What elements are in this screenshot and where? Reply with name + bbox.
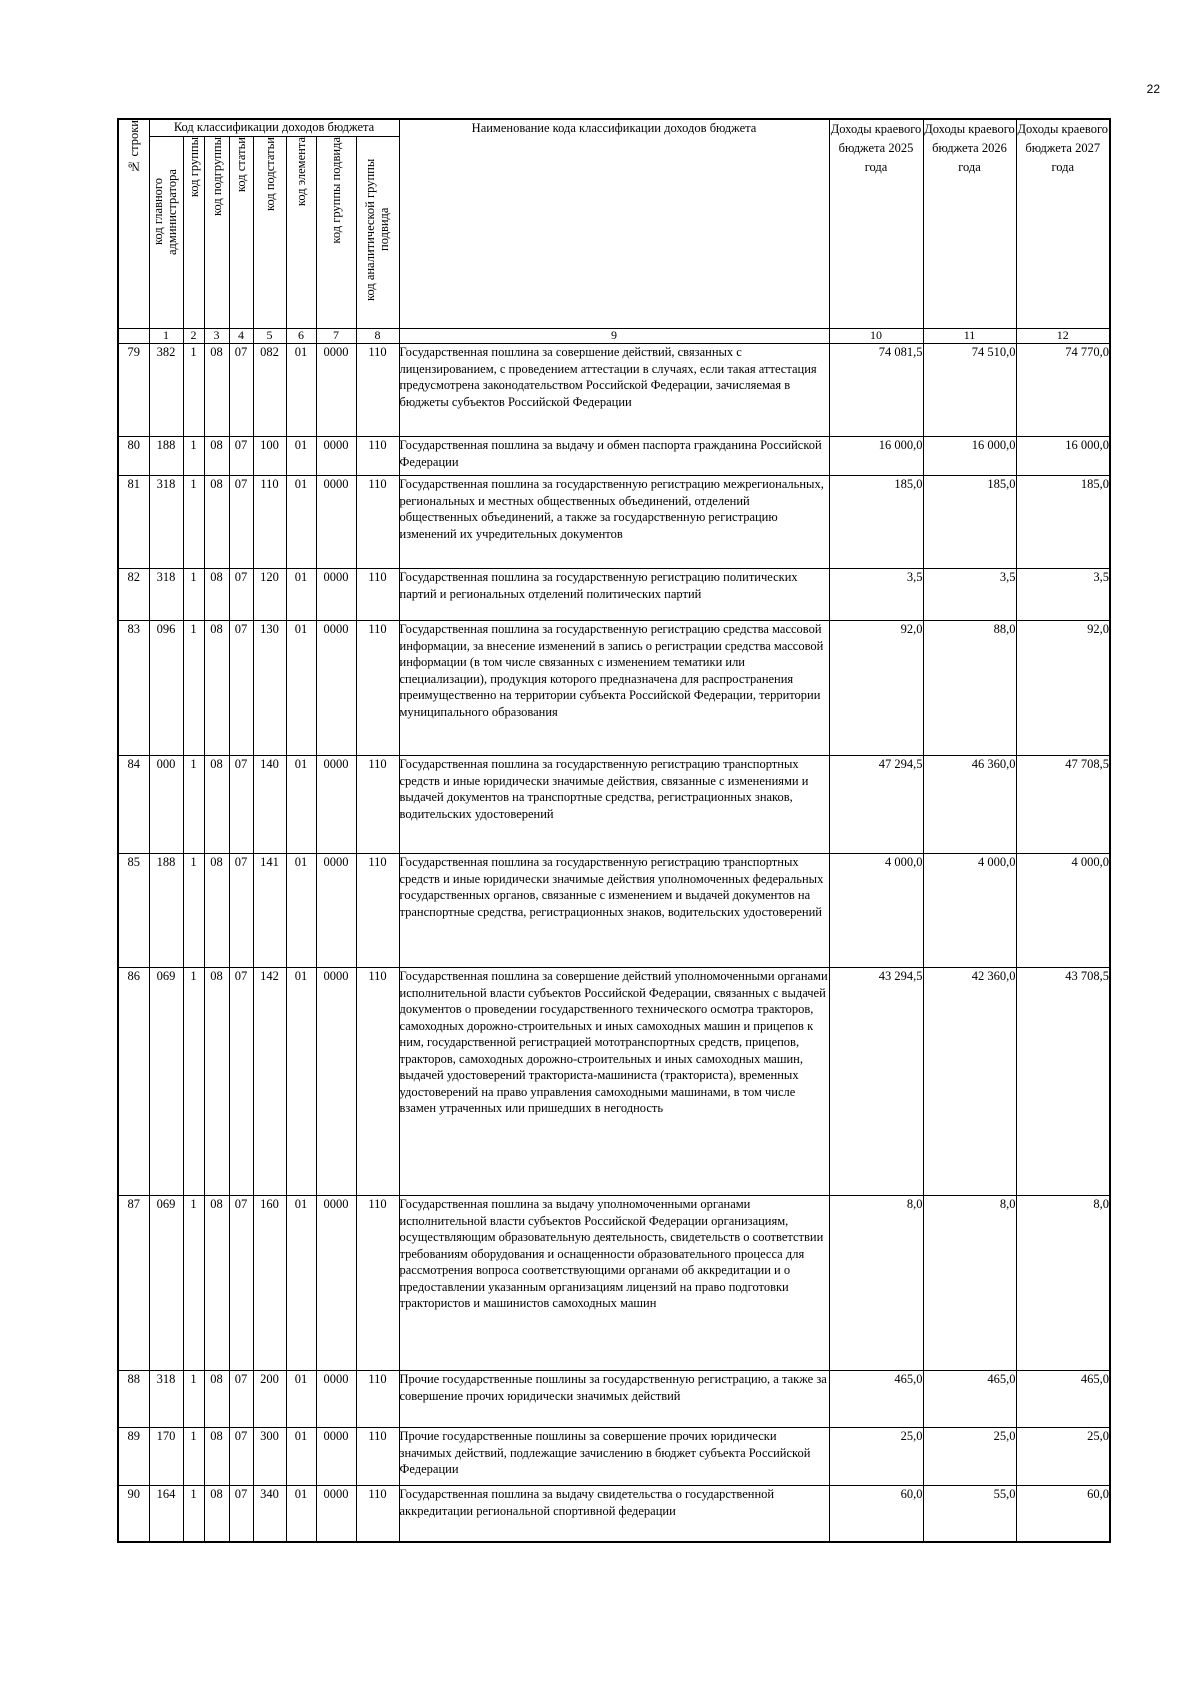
- column-number-row: [118, 329, 1110, 344]
- subarticle-code: 340: [253, 1486, 286, 1543]
- header-element-code-label: код элемента: [294, 137, 308, 207]
- subarticle-code: 200: [253, 1371, 286, 1428]
- revenue-2027: 185,0: [1016, 476, 1110, 569]
- analytic-group-code: 110: [356, 621, 399, 756]
- header-analytic-group-code: [356, 137, 399, 329]
- subtype-group-code: 0000: [316, 1486, 356, 1543]
- revenue-name: Государственная пошлина за совершение действий уполномоченными органами исполнительной власти субъектов Российской Федерации, связанных с выдачей документов о проведении государственного технического осмотра тракторов, самоходных дорожно-строительных и иных самоходных машин и прицепов к ним, государственной регистрацией мототранспортных средств, прицепов, тракторов, самоходных дорожно-строительных и иных самоходных машин, выдачей удостоверений тракториста-машиниста (тракториста), временных удостоверений на право управления самоходными машинами, в том числе взамен утраченных или пришедших в негодность: [399, 968, 829, 1196]
- table-row: [118, 756, 1110, 854]
- element-code: 01: [286, 756, 316, 854]
- subtype-group-code: 0000: [316, 621, 356, 756]
- article-code: 07: [229, 621, 253, 756]
- admin-code: 318: [149, 569, 183, 621]
- admin-code: 069: [149, 1196, 183, 1371]
- subgroup-code: 08: [204, 621, 229, 756]
- analytic-group-code: 110: [356, 1428, 399, 1486]
- row-number: 85: [118, 854, 149, 968]
- article-code: 07: [229, 344, 253, 437]
- header-group-code: [183, 137, 204, 329]
- header-row-number: [118, 119, 149, 329]
- article-code: 07: [229, 1486, 253, 1543]
- table-row: [118, 476, 1110, 569]
- revenue-2027: 74 770,0: [1016, 344, 1110, 437]
- header-classification-group: Код классификации доходов бюджета: [149, 119, 399, 137]
- revenue-2025: 465,0: [829, 1371, 923, 1428]
- revenue-2027: 60,0: [1016, 1486, 1110, 1543]
- revenue-name: Государственная пошлина за государственную регистрацию транспортных средств и иные юридически значимые действия, связанные с изменениями и выдачей документов на транспортные средства, регистрационных знаков, водительских удостоверений: [399, 756, 829, 854]
- article-code: 07: [229, 968, 253, 1196]
- analytic-group-code: 110: [356, 968, 399, 1196]
- column-number: 12: [1016, 329, 1110, 344]
- analytic-group-code: 110: [356, 437, 399, 476]
- article-code: 07: [229, 1196, 253, 1371]
- admin-code: 096: [149, 621, 183, 756]
- subgroup-code: 08: [204, 1196, 229, 1371]
- element-code: 01: [286, 1196, 316, 1371]
- article-code: 07: [229, 569, 253, 621]
- element-code: 01: [286, 1428, 316, 1486]
- header-article-code: [229, 137, 253, 329]
- revenue-name: Государственная пошлина за государственную регистрацию межрегиональных, региональных и местных общественных объединений, отделений общественных объединений, а также за государственную регистрацию изменений их учредительных документов: [399, 476, 829, 569]
- analytic-group-code: 110: [356, 1371, 399, 1428]
- revenue-name: Государственная пошлина за совершение действий, связанных с лицензированием, с проведением аттестации в случаях, если такая аттестация предусмотрена законодательством Российской Федерации, зачисляемая в бюджеты субъектов Российской Федерации: [399, 344, 829, 437]
- page-number: 22: [1146, 82, 1160, 96]
- group-code: 1: [183, 854, 204, 968]
- column-number: 7: [316, 329, 356, 344]
- header-revenue-2025: Доходы краевого бюджета 2025 года: [829, 119, 923, 329]
- subarticle-code: 142: [253, 968, 286, 1196]
- revenue-2025: 16 000,0: [829, 437, 923, 476]
- column-number: [118, 329, 149, 344]
- row-number: 86: [118, 968, 149, 1196]
- group-code: 1: [183, 621, 204, 756]
- revenue-2026: 465,0: [923, 1371, 1016, 1428]
- element-code: 01: [286, 437, 316, 476]
- subgroup-code: 08: [204, 1428, 229, 1486]
- table-header: [118, 119, 1110, 344]
- row-number: 82: [118, 569, 149, 621]
- header-admin-code-label: код главного администратора: [151, 169, 179, 255]
- subtype-group-code: 0000: [316, 1428, 356, 1486]
- revenue-2025: 25,0: [829, 1428, 923, 1486]
- column-number: 9: [399, 329, 829, 344]
- subtype-group-code: 0000: [316, 569, 356, 621]
- subgroup-code: 08: [204, 854, 229, 968]
- row-number: 89: [118, 1428, 149, 1486]
- admin-code: 318: [149, 476, 183, 569]
- group-code: 1: [183, 1196, 204, 1371]
- article-code: 07: [229, 476, 253, 569]
- header-admin-code: [149, 137, 183, 329]
- admin-code: 188: [149, 854, 183, 968]
- analytic-group-code: 110: [356, 476, 399, 569]
- subgroup-code: 08: [204, 968, 229, 1196]
- revenue-2026: 25,0: [923, 1428, 1016, 1486]
- revenue-2026: 42 360,0: [923, 968, 1016, 1196]
- element-code: 01: [286, 569, 316, 621]
- header-analytic-group-code-label: код аналитической группы подвида: [362, 158, 391, 301]
- header-subgroup-code-label: код подгруппы: [209, 137, 224, 216]
- analytic-group-code: 110: [356, 854, 399, 968]
- table-row: [118, 1486, 1110, 1543]
- table-row: [118, 1196, 1110, 1371]
- header-row-number-label: № строки: [126, 120, 141, 174]
- revenue-2026: 185,0: [923, 476, 1016, 569]
- revenue-2027: 92,0: [1016, 621, 1110, 756]
- column-number: 2: [183, 329, 204, 344]
- header-subtype-group-code: [316, 137, 356, 329]
- group-code: 1: [183, 1371, 204, 1428]
- column-number: 6: [286, 329, 316, 344]
- element-code: 01: [286, 621, 316, 756]
- admin-code: 188: [149, 437, 183, 476]
- table-row: [118, 968, 1110, 1196]
- subtype-group-code: 0000: [316, 1371, 356, 1428]
- subarticle-code: 300: [253, 1428, 286, 1486]
- revenue-2027: 43 708,5: [1016, 968, 1110, 1196]
- subtype-group-code: 0000: [316, 854, 356, 968]
- budget-revenue-table: [117, 118, 1111, 1543]
- table-body: [118, 344, 1110, 1543]
- element-code: 01: [286, 344, 316, 437]
- subtype-group-code: 0000: [316, 968, 356, 1196]
- table-row: [118, 1371, 1110, 1428]
- group-code: 1: [183, 476, 204, 569]
- revenue-2025: 92,0: [829, 621, 923, 756]
- column-number: 5: [253, 329, 286, 344]
- subgroup-code: 08: [204, 756, 229, 854]
- header-revenue-2026: Доходы краевого бюджета 2026 года: [923, 119, 1016, 329]
- article-code: 07: [229, 1371, 253, 1428]
- table-row: [118, 344, 1110, 437]
- revenue-2027: 465,0: [1016, 1371, 1110, 1428]
- group-code: 1: [183, 1428, 204, 1486]
- header-article-code-label: код статьи: [234, 137, 248, 193]
- subarticle-code: 120: [253, 569, 286, 621]
- revenue-2026: 16 000,0: [923, 437, 1016, 476]
- group-code: 1: [183, 344, 204, 437]
- header-subgroup-code: [204, 137, 229, 329]
- subgroup-code: 08: [204, 569, 229, 621]
- column-number: 3: [204, 329, 229, 344]
- revenue-name: Государственная пошлина за государственную регистрацию средства массовой информации, за внесение изменений в запись о регистрации средства массовой информации (в том числе связанных с изменением тематики или специализации), продукция которого предназначена для распространения преимущественно на территории субъекта Российской Федерации, территории муниципального образования: [399, 621, 829, 756]
- revenue-2025: 60,0: [829, 1486, 923, 1543]
- column-number: 1: [149, 329, 183, 344]
- admin-code: 069: [149, 968, 183, 1196]
- table-row: [118, 437, 1110, 476]
- article-code: 07: [229, 1428, 253, 1486]
- subgroup-code: 08: [204, 344, 229, 437]
- group-code: 1: [183, 968, 204, 1196]
- subtype-group-code: 0000: [316, 756, 356, 854]
- header-subtype-group-code-label: код группы подвида: [329, 137, 343, 244]
- subgroup-code: 08: [204, 476, 229, 569]
- revenue-2025: 3,5: [829, 569, 923, 621]
- revenue-name: Государственная пошлина за выдачу и обмен паспорта гражданина Российской Федерации: [399, 437, 829, 476]
- revenue-name: Государственная пошлина за выдачу уполномоченными органами исполнительной власти субъектов Российской Федерации организациям, осуществляющим образовательную деятельность, свидетельств о соответствии требованиям оборудования и оснащенности образовательного процесса для рассмотрения вопроса соответствующими органами об аккредитации и о предоставлении указанным организациям лицензий на право подготовки трактористов и машинистов самоходных машин: [399, 1196, 829, 1371]
- subarticle-code: 100: [253, 437, 286, 476]
- header-subarticle-code-label: код подстатьи: [262, 137, 277, 211]
- article-code: 07: [229, 854, 253, 968]
- revenue-2025: 47 294,5: [829, 756, 923, 854]
- admin-code: 382: [149, 344, 183, 437]
- revenue-2025: 74 081,5: [829, 344, 923, 437]
- revenue-2027: 3,5: [1016, 569, 1110, 621]
- subarticle-code: 130: [253, 621, 286, 756]
- analytic-group-code: 110: [356, 756, 399, 854]
- header-group-code-label: код группы: [186, 137, 201, 198]
- table-row: [118, 569, 1110, 621]
- row-number: 80: [118, 437, 149, 476]
- analytic-group-code: 110: [356, 1486, 399, 1543]
- analytic-group-code: 110: [356, 1196, 399, 1371]
- group-code: 1: [183, 756, 204, 854]
- article-code: 07: [229, 756, 253, 854]
- revenue-2027: 16 000,0: [1016, 437, 1110, 476]
- subarticle-code: 110: [253, 476, 286, 569]
- row-number: 83: [118, 621, 149, 756]
- revenue-2025: 4 000,0: [829, 854, 923, 968]
- row-number: 84: [118, 756, 149, 854]
- row-number: 81: [118, 476, 149, 569]
- subarticle-code: 141: [253, 854, 286, 968]
- revenue-2026: 88,0: [923, 621, 1016, 756]
- revenue-2026: 74 510,0: [923, 344, 1016, 437]
- admin-code: 318: [149, 1371, 183, 1428]
- element-code: 01: [286, 968, 316, 1196]
- article-code: 07: [229, 437, 253, 476]
- element-code: 01: [286, 854, 316, 968]
- header-name: Наименование кода классификации доходов бюджета: [399, 119, 829, 329]
- column-number: 10: [829, 329, 923, 344]
- admin-code: 000: [149, 756, 183, 854]
- subarticle-code: 082: [253, 344, 286, 437]
- analytic-group-code: 110: [356, 569, 399, 621]
- element-code: 01: [286, 1371, 316, 1428]
- revenue-2026: 46 360,0: [923, 756, 1016, 854]
- group-code: 1: [183, 1486, 204, 1543]
- row-number: 87: [118, 1196, 149, 1371]
- row-number: 79: [118, 344, 149, 437]
- subarticle-code: 160: [253, 1196, 286, 1371]
- revenue-name: Государственная пошлина за выдачу свидетельства о государственной аккредитации региональной спортивной федерации: [399, 1486, 829, 1543]
- revenue-2025: 185,0: [829, 476, 923, 569]
- subtype-group-code: 0000: [316, 437, 356, 476]
- subgroup-code: 08: [204, 437, 229, 476]
- admin-code: 170: [149, 1428, 183, 1486]
- revenue-2027: 47 708,5: [1016, 756, 1110, 854]
- row-number: 90: [118, 1486, 149, 1543]
- subgroup-code: 08: [204, 1371, 229, 1428]
- column-number: 8: [356, 329, 399, 344]
- table-row: [118, 854, 1110, 968]
- revenue-2026: 3,5: [923, 569, 1016, 621]
- header-revenue-2027: Доходы краевого бюджета 2027 года: [1016, 119, 1110, 329]
- revenue-2026: 8,0: [923, 1196, 1016, 1371]
- subtype-group-code: 0000: [316, 476, 356, 569]
- admin-code: 164: [149, 1486, 183, 1543]
- revenue-2027: 8,0: [1016, 1196, 1110, 1371]
- revenue-2026: 55,0: [923, 1486, 1016, 1543]
- revenue-2025: 8,0: [829, 1196, 923, 1371]
- header-element-code: [286, 137, 316, 329]
- header-subarticle-code: [253, 137, 286, 329]
- revenue-name: Прочие государственные пошлины за государственную регистрацию, а также за совершение прочих юридически значимых действий: [399, 1371, 829, 1428]
- revenue-name: Прочие государственные пошлины за совершение прочих юридически значимых действий, подлежащие зачислению в бюджет субъекта Российской Федерации: [399, 1428, 829, 1486]
- group-code: 1: [183, 569, 204, 621]
- table-row: [118, 621, 1110, 756]
- element-code: 01: [286, 1486, 316, 1543]
- revenue-name: Государственная пошлина за государственную регистрацию политических партий и региональных отделений политических партий: [399, 569, 829, 621]
- subgroup-code: 08: [204, 1486, 229, 1543]
- element-code: 01: [286, 476, 316, 569]
- column-number: 4: [229, 329, 253, 344]
- revenue-2027: 4 000,0: [1016, 854, 1110, 968]
- analytic-group-code: 110: [356, 344, 399, 437]
- group-code: 1: [183, 437, 204, 476]
- revenue-2026: 4 000,0: [923, 854, 1016, 968]
- subtype-group-code: 0000: [316, 1196, 356, 1371]
- revenue-2027: 25,0: [1016, 1428, 1110, 1486]
- subarticle-code: 140: [253, 756, 286, 854]
- table-row: [118, 1428, 1110, 1486]
- revenue-name: Государственная пошлина за государственную регистрацию транспортных средств и иные юридически значимые действия уполномоченных федеральных государственных органов, связанные с изменением и выдачей документов на транспортные средства, регистрационных знаков, водительских удостоверений: [399, 854, 829, 968]
- subtype-group-code: 0000: [316, 344, 356, 437]
- revenue-2025: 43 294,5: [829, 968, 923, 1196]
- column-number: 11: [923, 329, 1016, 344]
- row-number: 88: [118, 1371, 149, 1428]
